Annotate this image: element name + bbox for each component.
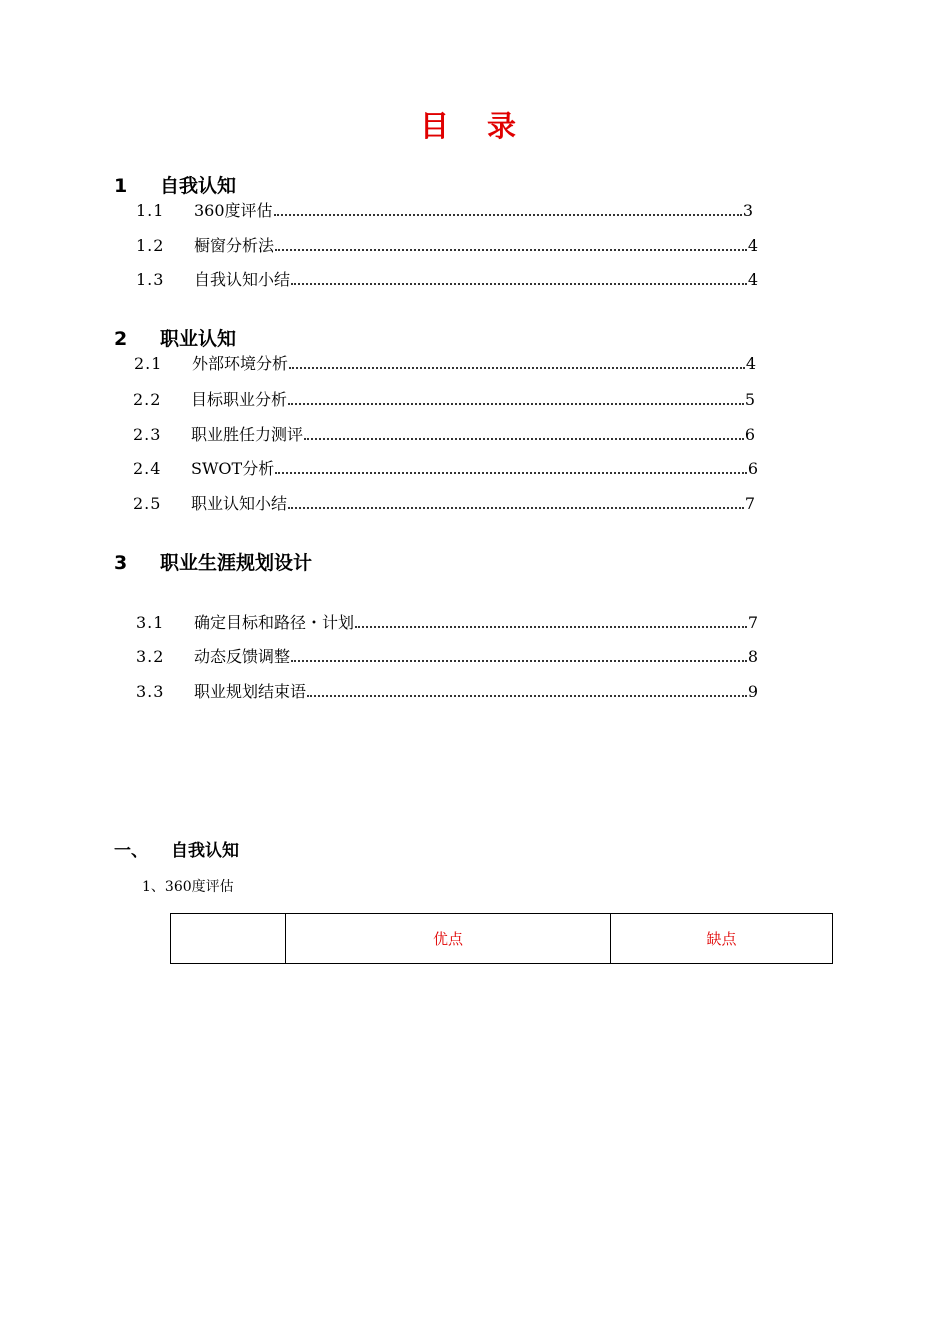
entry-page-number: 7 [747, 613, 758, 632]
entry-title: 职业胜任力测评 [191, 425, 304, 444]
dot-leader [288, 403, 744, 405]
dot-leader [304, 438, 744, 440]
entry-page-number: 6 [747, 459, 758, 478]
entry-number: 2.4 [133, 459, 162, 478]
toc-entry-3-3[interactable] [136, 680, 758, 704]
toc-entry-2-5[interactable] [133, 492, 755, 516]
chapter-number: 2 [114, 328, 128, 350]
toc-entry-2-1[interactable] [134, 352, 756, 376]
dot-leader [289, 367, 745, 369]
toc-entry-3-2[interactable] [136, 645, 758, 669]
entry-title: 确定目标和路径・计划 [194, 613, 355, 632]
entry-number: 2.2 [133, 390, 162, 409]
entry-number: 2.1 [134, 354, 163, 373]
chapter-title: 自我认知 [160, 175, 237, 197]
toc-entry-2-2[interactable] [133, 388, 755, 412]
entry-page-number: 4 [747, 270, 758, 289]
subsection-heading: 1、360度评估 [142, 879, 234, 895]
entry-number: 3.2 [136, 647, 165, 666]
entry-page-number: 6 [744, 425, 755, 444]
chapter-number: 1 [114, 175, 128, 197]
entry-number: 3.3 [136, 682, 165, 701]
evaluation-table [170, 913, 833, 964]
entry-page-number: 4 [747, 236, 758, 255]
entry-number: 2.5 [133, 494, 162, 513]
entry-title: 橱窗分析法 [194, 236, 275, 255]
entry-number: 1.2 [136, 236, 165, 255]
entry-title: SWOT分析 [191, 459, 275, 478]
entry-page-number: 7 [744, 494, 755, 513]
section-title: 自我认知 [171, 841, 239, 861]
toc-entry-1-3[interactable] [136, 268, 758, 292]
entry-page-number: 9 [747, 682, 758, 701]
entry-page-number: 4 [745, 354, 756, 373]
entry-title: 目标职业分析 [191, 390, 288, 409]
table-header-weaknesses[interactable]: 缺点 [611, 914, 833, 964]
dot-leader [275, 472, 747, 474]
entry-title: 自我认知小结 [194, 270, 291, 289]
dot-leader [275, 249, 747, 251]
chapter-number: 3 [114, 552, 128, 574]
toc-entry-2-3[interactable] [133, 423, 755, 447]
entry-number: 1.1 [136, 201, 165, 220]
table-row [171, 914, 833, 964]
table-header-strengths[interactable]: 优点 [286, 914, 611, 964]
entry-title: 外部环境分析 [192, 354, 289, 373]
toc-title: 目 录 [419, 109, 531, 143]
dot-leader [288, 507, 744, 509]
section-number: 一、 [114, 841, 148, 861]
entry-title: 职业规划结束语 [194, 682, 307, 701]
dot-leader [291, 660, 747, 662]
entry-title: 动态反馈调整 [194, 647, 291, 666]
entry-number: 1.3 [136, 270, 165, 289]
dot-leader [307, 695, 747, 697]
chapter-title: 职业认知 [160, 328, 237, 350]
toc-entry-1-1[interactable] [136, 199, 753, 223]
entry-page-number: 5 [744, 390, 755, 409]
toc-entry-2-4[interactable] [133, 457, 758, 481]
entry-title: 职业认知小结 [191, 494, 288, 513]
chapter-title: 职业生涯规划设计 [160, 552, 313, 574]
entry-title: 360度评估 [194, 201, 273, 220]
entry-number: 3.1 [136, 613, 165, 632]
dot-leader [291, 283, 747, 285]
entry-page-number: 8 [747, 647, 758, 666]
table-header-blank[interactable] [171, 914, 286, 964]
entry-number: 2.3 [133, 425, 162, 444]
dot-leader [274, 214, 742, 216]
dot-leader [355, 626, 747, 628]
toc-entry-1-2[interactable] [136, 234, 758, 258]
toc-entry-3-1[interactable] [136, 611, 758, 635]
entry-page-number: 3 [742, 201, 753, 220]
